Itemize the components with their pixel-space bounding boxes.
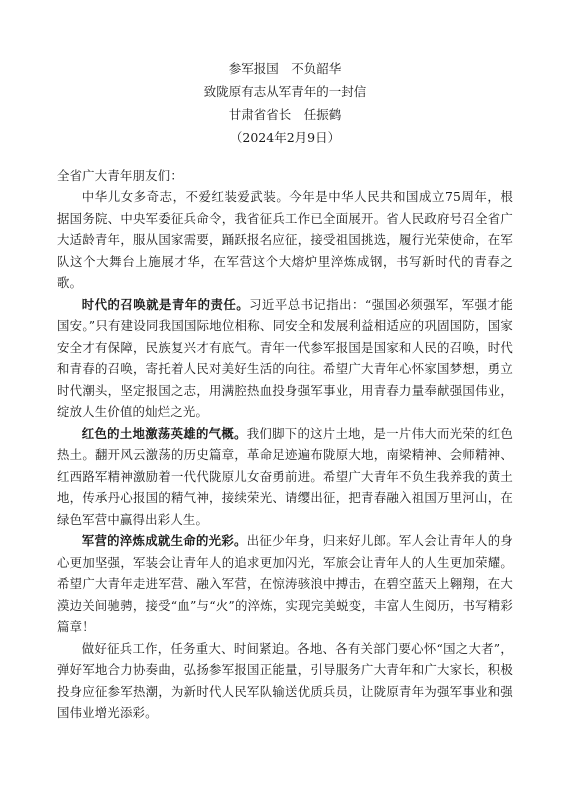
- paragraph-3: [57, 423, 513, 530]
- paragraph-4-text: 出征少年身，归来好儿郎。军人会让青年人的身心更加坚强，军装会让青年人的追求更加闪光，军旅会让青年人的人生更加荣耀。希望广大青年走进军营、融入军营，在惊涛骇浪中搏击，在碧空蓝天上翱翔，在大漠边关间驰骋，接受“血”与“火”的淬炼，实现完美蜕变，丰富人生阅历，书写精彩篇章！: [57, 533, 513, 635]
- letter-body: [57, 165, 513, 724]
- paragraph-3-lead: 红色的土地激荡英雄的气概。: [81, 425, 247, 441]
- letter-salutation: 全省广大青年朋友们：: [57, 168, 183, 183]
- paragraph-5-text: 做好征兵工作，任务重大、时间紧迫。各地、各有关部门要心怀“国之大者”，弹好军地合力协奏曲，弘扬参军报国正能量，引导服务广大青年和广大家长，积极投身应征参军热潮，为新时代人民军队输送优质兵员，让陇原青年为强军事业和强国伟业增光添彩。: [57, 640, 513, 721]
- paragraph-5: [57, 638, 513, 724]
- paragraph-4: [57, 530, 513, 637]
- letter-date: （2024年2月9日）: [229, 130, 341, 145]
- letter-subtitle: 致陇原有志从军青年的一封信: [203, 84, 367, 99]
- paragraph-1: [57, 186, 513, 293]
- paragraph-3-text: 我们脚下的这片土地，是一片伟大而光荣的红色热土。翻开风云激荡的历史篇章，革命足迹遍布陇原大地，南梁精神、会师精神、红西路军精神激励着一代代陇原儿女奋勇前进。希望广大青年不负生我养我的黄土地，传承丹心报国的精气神，接续荣光、请缨出征，把青春融入祖国万里河山，在绿色军营中赢得出彩人生。: [57, 425, 513, 527]
- letter-title: 参军报国 不负韶华: [228, 61, 342, 76]
- paragraph-2-text: 习近平总书记指出：“强国必须强军，军强才能国安。”只有建设同我国国际地位相称、同安全和发展利益相适应的巩固国防，国家安全才有保障，民族复兴才有底气。青年一代参军报国是国家和人民的召唤，时代和青春的召唤，寄托着人民对美好生活的向往。希望广大青年心怀家国梦想，勇立时代潮头，坚定报国之志，用满腔热血投身强军事业，用青春力量奉献强国伟业，绽放人生价值的灿烂之光。: [57, 296, 513, 419]
- paragraph-4-lead: 军营的淬炼成就生命的光彩。: [81, 533, 247, 549]
- paragraph-2: [57, 294, 513, 422]
- letter-author: 甘肃省省长 任振鹤: [228, 107, 342, 122]
- paragraph-1-text: 中华儿女多奇志，不爱红装爱武装。今年是中华人民共和国成立75周年，根据国务院、中央军委征兵命令，我省征兵工作已全面展开。省人民政府号召全省广大适龄青年，服从国家需要，踊跃报名应征，接受祖国挑选，履行光荣使命，在军队这个大舞台上施展才华，在军营这个大熔炉里淬炼成钢，书写新时代的青春之歌。: [57, 189, 513, 291]
- paragraph-2-lead: 时代的召唤就是青年的责任。: [81, 296, 250, 312]
- letter-header: [0, 57, 570, 149]
